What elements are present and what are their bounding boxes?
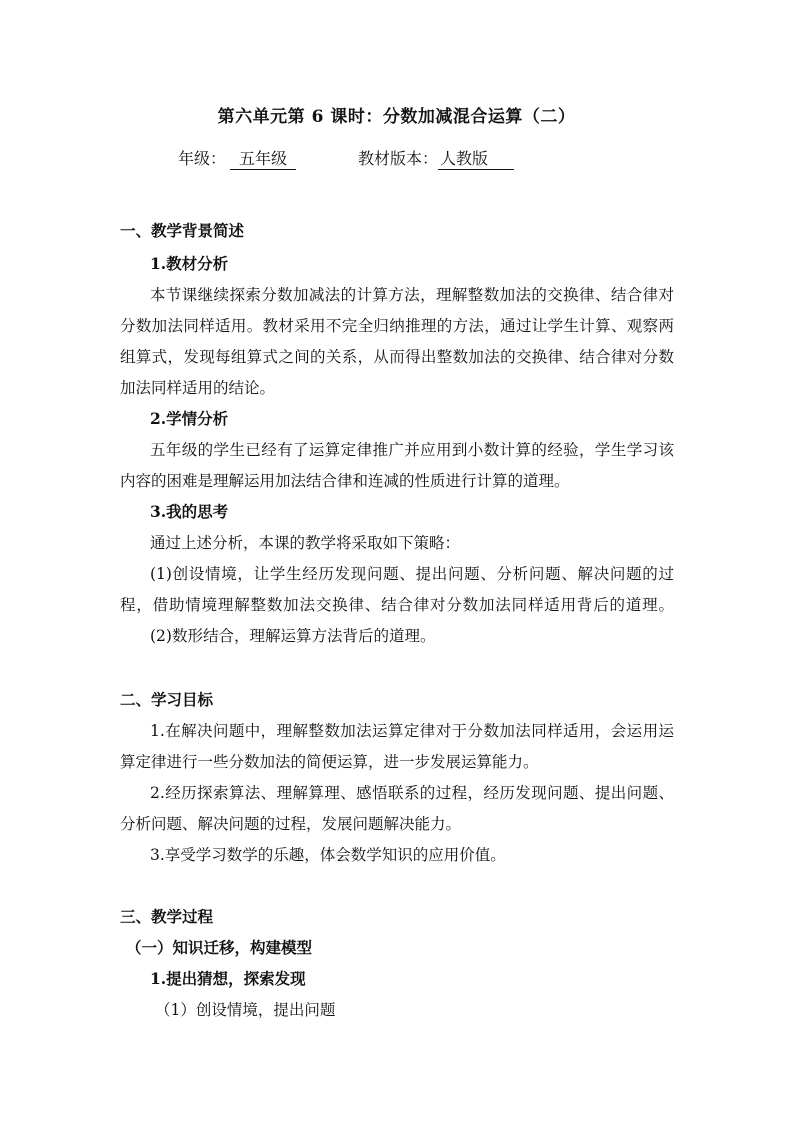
subheading-textbook-analysis: 1.教材分析 (150, 254, 229, 273)
subheading-knowledge-transfer: （一）知识迁移，构建模型 (126, 938, 313, 957)
grade-value: 五年级 (230, 149, 296, 170)
version-label: 教材版本： (358, 149, 439, 168)
paragraph-line: 加法同样适用的结论。 (120, 379, 276, 397)
paragraph-line: 3.享受学习数学的乐趣，体会数学知识的应用价值。 (150, 846, 506, 864)
page-title: 第六单元第 6 课时：分数加减混合运算（二） (217, 107, 576, 127)
section-heading-process: 三、教学过程 (120, 907, 214, 926)
paragraph-line: （1）创设情境，提出问题 (155, 1001, 336, 1019)
paragraph-line: 组算式，发现每组算式之间的关系，从而得出整数加法的交换律、结合律对分数 (120, 348, 674, 366)
version-value: 人教版 (438, 149, 514, 170)
subheading-student-analysis: 2.学情分析 (150, 409, 229, 428)
meta-line (178, 146, 514, 170)
paragraph-line: (2)数形结合，理解运算方法背后的道理。 (150, 627, 436, 645)
grade-label: 年级： (178, 149, 227, 168)
paragraph-line: 通过上述分析，本课的教学将采取如下策略： (150, 534, 461, 552)
paragraph-line: 2.经历探索算法、理解算理、感悟联系的过程，经历发现问题、提出问题、 (150, 784, 674, 802)
paragraph-line: 五年级的学生已经有了运算定律推广并应用到小数计算的经验，学生学习该 (150, 441, 674, 459)
section-heading-background: 一、教学背景简述 (120, 221, 245, 240)
paragraph-line: 本节课继续探索分数加减法的计算方法，理解整数加法的交换律、结合律对 (150, 286, 674, 304)
paragraph-line: 分数加法同样适用。教材采用不完全归纳推理的方法，通过让学生计算、观察两 (120, 317, 674, 335)
section-heading-objectives: 二、学习目标 (120, 690, 214, 709)
paragraph-line: 算定律进行一些分数加法的简便运算，进一步发展运算能力。 (120, 753, 539, 771)
paragraph-line: 分析问题、解决问题的过程，发展问题解决能力。 (120, 815, 462, 833)
paragraph-line: 程，借助情境理解整数加法交换律、结合律对分数加法同样适用背后的道理。 (120, 596, 674, 614)
paragraph-line: 内容的困难是理解运用加法结合律和连减的性质进行计算的道理。 (120, 472, 570, 490)
subheading-conjecture: 1.提出猜想，探索发现 (150, 969, 306, 988)
subheading-my-thoughts: 3.我的思考 (150, 502, 229, 521)
paragraph-line: (1)创设情境，让学生经历发现问题、提出问题、分析问题、解决问题的过 (150, 565, 674, 583)
paragraph-line: 1.在解决问题中，理解整数加法运算定律对于分数加法同样适用，会运用运 (150, 722, 674, 740)
